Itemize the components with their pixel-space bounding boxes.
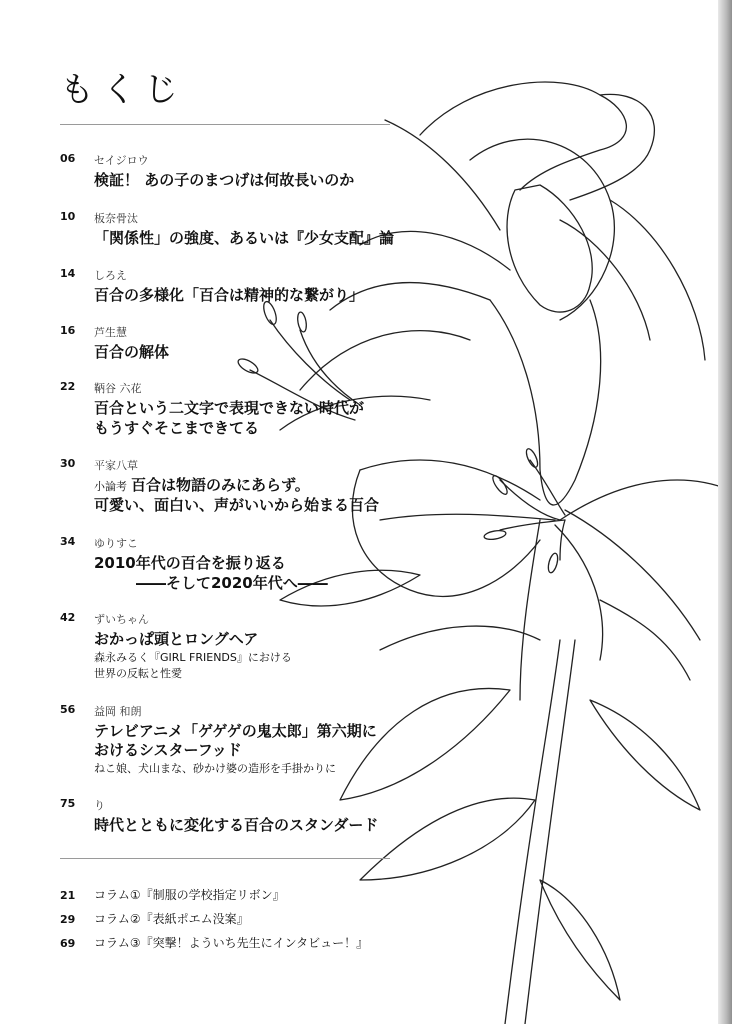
entry-page-number: 06 (60, 152, 76, 165)
page-edge-shadow (718, 0, 732, 1024)
entry-author: 益岡 和朗 (94, 705, 142, 718)
entry-author: ずいちゃん (94, 613, 149, 626)
entry-title-line-1 (94, 475, 310, 497)
column-title: コラム②『表紙ポエム没案』 (94, 912, 249, 926)
column-entry[interactable] (60, 910, 249, 927)
entry-title: 百合の解体 (94, 343, 170, 361)
entry-subtitle-line-2: 世界の反転と性愛 (94, 667, 182, 680)
page-title: もくじ (60, 70, 186, 110)
entry-author: ゆりすこ (94, 537, 138, 550)
entry-author: 芦生慧 (94, 326, 127, 339)
column-page-number: 29 (60, 913, 76, 926)
entry-page-number: 30 (60, 457, 76, 470)
column-title: コラム③『突撃！よういち先生にインタビュー！』 (94, 936, 369, 950)
entry-title-line-2: 可愛い、面白い、声がいいから始まる百合 (94, 496, 380, 514)
entry-title-line-2: ――そして2020年代へ―― (136, 574, 328, 592)
column-entry[interactable] (60, 886, 285, 903)
entry-title: 「関係性」の強度、あるいは『少女支配』論 (94, 229, 395, 247)
entry-author: しろえ (94, 269, 127, 282)
entry-title: 検証！ あの子のまつげは何故長いのか (94, 171, 355, 189)
entry-prefix: 小論考 (94, 480, 127, 493)
entry-page-number: 56 (60, 703, 76, 716)
entry-title: 百合の多様化「百合は精神的な繋がり」 (94, 286, 365, 304)
entry-author: 鞆谷 六花 (94, 382, 142, 395)
column-title: コラム①『制服の学校指定リボン』 (94, 888, 285, 902)
entry-subtitle: ねこ娘、犬山まな、砂かけ婆の造形を手掛かりに (94, 762, 336, 775)
entry-title-line-1: テレビアニメ「ゲゲゲの鬼太郎」第六期に (94, 722, 377, 740)
entry-subtitle-line-1: 森永みるく『GIRL FRIENDS』における (94, 651, 292, 664)
entry-title-line-1: 百合という二文字で表現できない時代が (94, 399, 365, 417)
column-page-number: 21 (60, 889, 76, 902)
column-page-number: 69 (60, 937, 76, 950)
entry-page-number: 42 (60, 611, 76, 624)
entry-author: 板奈骨汰 (94, 212, 138, 225)
entry-author: セイジロウ (94, 154, 149, 167)
entry-page-number: 10 (60, 210, 76, 223)
entry-page-number: 34 (60, 535, 76, 548)
entry-title-line-1: 2010年代の百合を振り返る (94, 554, 286, 572)
entry-page-number: 75 (60, 797, 76, 810)
bottom-divider (60, 858, 390, 859)
entry-page-number: 14 (60, 267, 76, 280)
entry-author: り (94, 799, 105, 812)
entry-author: 平家八草 (94, 459, 138, 472)
top-divider (60, 124, 390, 125)
entry-page-number: 16 (60, 324, 76, 337)
entry-title-line-2: もうすぐそこまできてる (94, 419, 260, 437)
entry-title-text: 百合は物語のみにあらず。 (131, 476, 310, 494)
column-entry[interactable] (60, 934, 368, 951)
entry-page-number: 22 (60, 380, 76, 393)
entry-title-line-2: おけるシスターフッド (94, 741, 242, 759)
entry-title: 時代とともに変化する百合のスタンダード (94, 816, 379, 834)
entry-title: おかっぱ頭とロングヘア (94, 630, 259, 648)
